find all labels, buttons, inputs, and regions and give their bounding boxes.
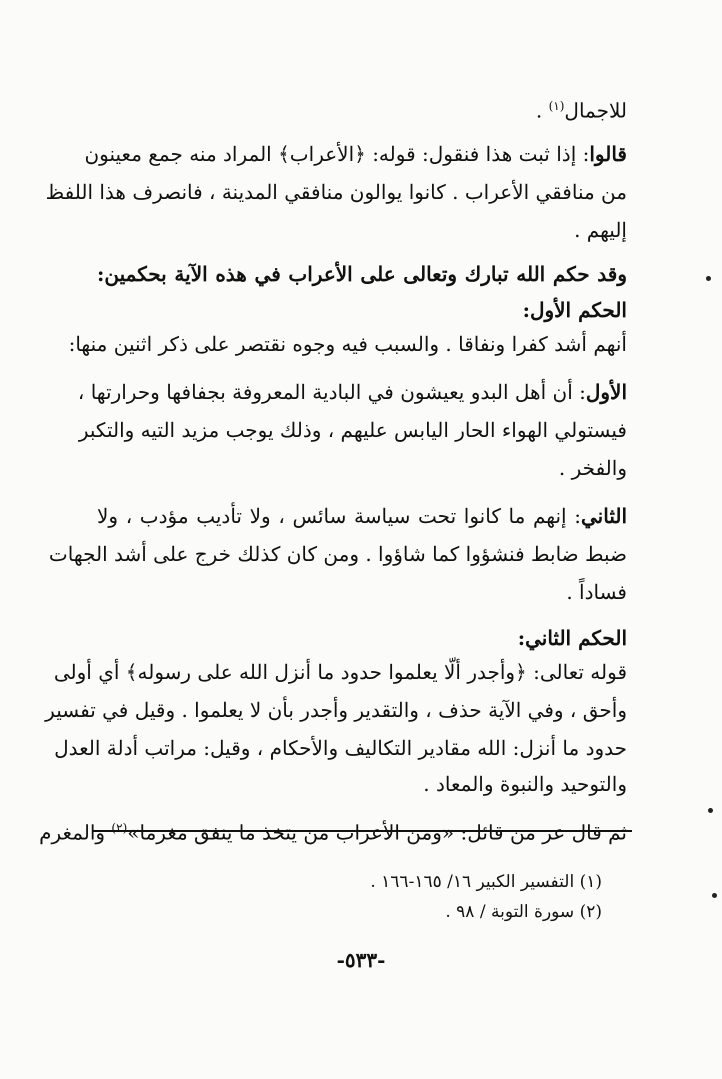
text-run: ضبط ضابط فنشؤوا كما شاؤوا . ومن كان كذلك خرج على أشد الجهات (48, 542, 627, 566)
subheading-second-ruling (97, 620, 627, 656)
text-run: : إنهم ما كانوا تحت سياسة سائس ، ولا تأديب مؤدب ، ولا (97, 504, 581, 528)
text-run: . (535, 98, 549, 123)
text-run: والتوحيد والنبوة والمعاد . (423, 772, 627, 796)
text-line (77, 374, 627, 410)
text-run: للاجمال (564, 98, 627, 123)
text-line (97, 88, 627, 129)
bold-text: الحكم الأول: (522, 298, 627, 322)
text-line (97, 574, 627, 610)
text-line (68, 326, 627, 362)
text-run: والمغرم (39, 820, 112, 845)
footnote-divider (92, 830, 632, 832)
text-run: : إذا ثبت هذا فنقول: قوله: ﴿الأعراب﴾ المراد منه جمع معينون (84, 142, 590, 166)
bold-text: الثاني (580, 504, 627, 528)
scan-speck (706, 276, 711, 281)
text-line (84, 136, 627, 172)
subheading-first-ruling (97, 292, 627, 328)
text-run: والفخر . (558, 456, 627, 480)
text-line (97, 450, 627, 486)
text-line (97, 498, 627, 534)
text-run: ثم قال عز من قائل: «ومن الأعراب من يتخذ ما ينفق مغرما» (127, 820, 627, 845)
scan-speck (708, 808, 713, 813)
section-heading (97, 256, 627, 292)
bold-text: وقد حكم الله تبارك وتعالى على الأعراب في هذه الآية بحكمين: (97, 262, 627, 286)
text-run: فيستولي الهواء الحار اليابس عليهم ، وذلك يوجب مزيد التيه والتكبر (78, 418, 627, 442)
bold-text: قالوا (589, 142, 627, 166)
text-run: أنهم أشد كفرا ونفاقا . والسبب فيه وجوه نقتصر على ذكر اثنين منها: (68, 332, 627, 356)
text-line (53, 654, 627, 690)
text-run: قوله تعالى: ﴿وأجدر ألّا يعلموا حدود ما أنزل الله على رسوله﴾ أي أولى (53, 660, 627, 684)
text-line (45, 692, 627, 728)
text-line (97, 212, 627, 248)
footnote: (١) التفسير الكبير ١٦/ ١٦٥-١٦٦ . (370, 872, 602, 892)
scan-speck (712, 893, 717, 898)
footnote: (٢) سورة التوبة / ٩٨ . (445, 902, 602, 922)
page-number: -٥٣٣- (336, 948, 386, 972)
text-run: : أن أهل البدو يعيشون في البادية المعروفة بجفافها وحرارتها ، (77, 380, 586, 404)
text-run: إليهم . (574, 218, 627, 242)
text-line (45, 174, 627, 210)
text-run: وأحق ، وفي الآية حذف ، والتقدير وأجدر بأن لا يعلموا . وقيل في تفسير (45, 698, 627, 722)
text-line (48, 536, 627, 572)
text-line (54, 730, 627, 766)
footnote-ref: (٢) (111, 821, 128, 835)
text-line (97, 766, 627, 802)
text-run: فساداً . (566, 580, 627, 604)
bold-text: الأول (585, 380, 627, 404)
bold-text: الحكم الثاني: (517, 626, 627, 650)
text-line (78, 412, 627, 448)
text-run: من منافقي الأعراب . كانوا يوالون منافقي المدينة ، فانصرف هذا اللفظ (45, 180, 627, 204)
footnote-ref: (١) (548, 99, 565, 113)
text-run: حدود ما أنزل: الله مقادير التكاليف والأحكام ، وقيل: مراتب أدلة العدل (54, 736, 627, 760)
